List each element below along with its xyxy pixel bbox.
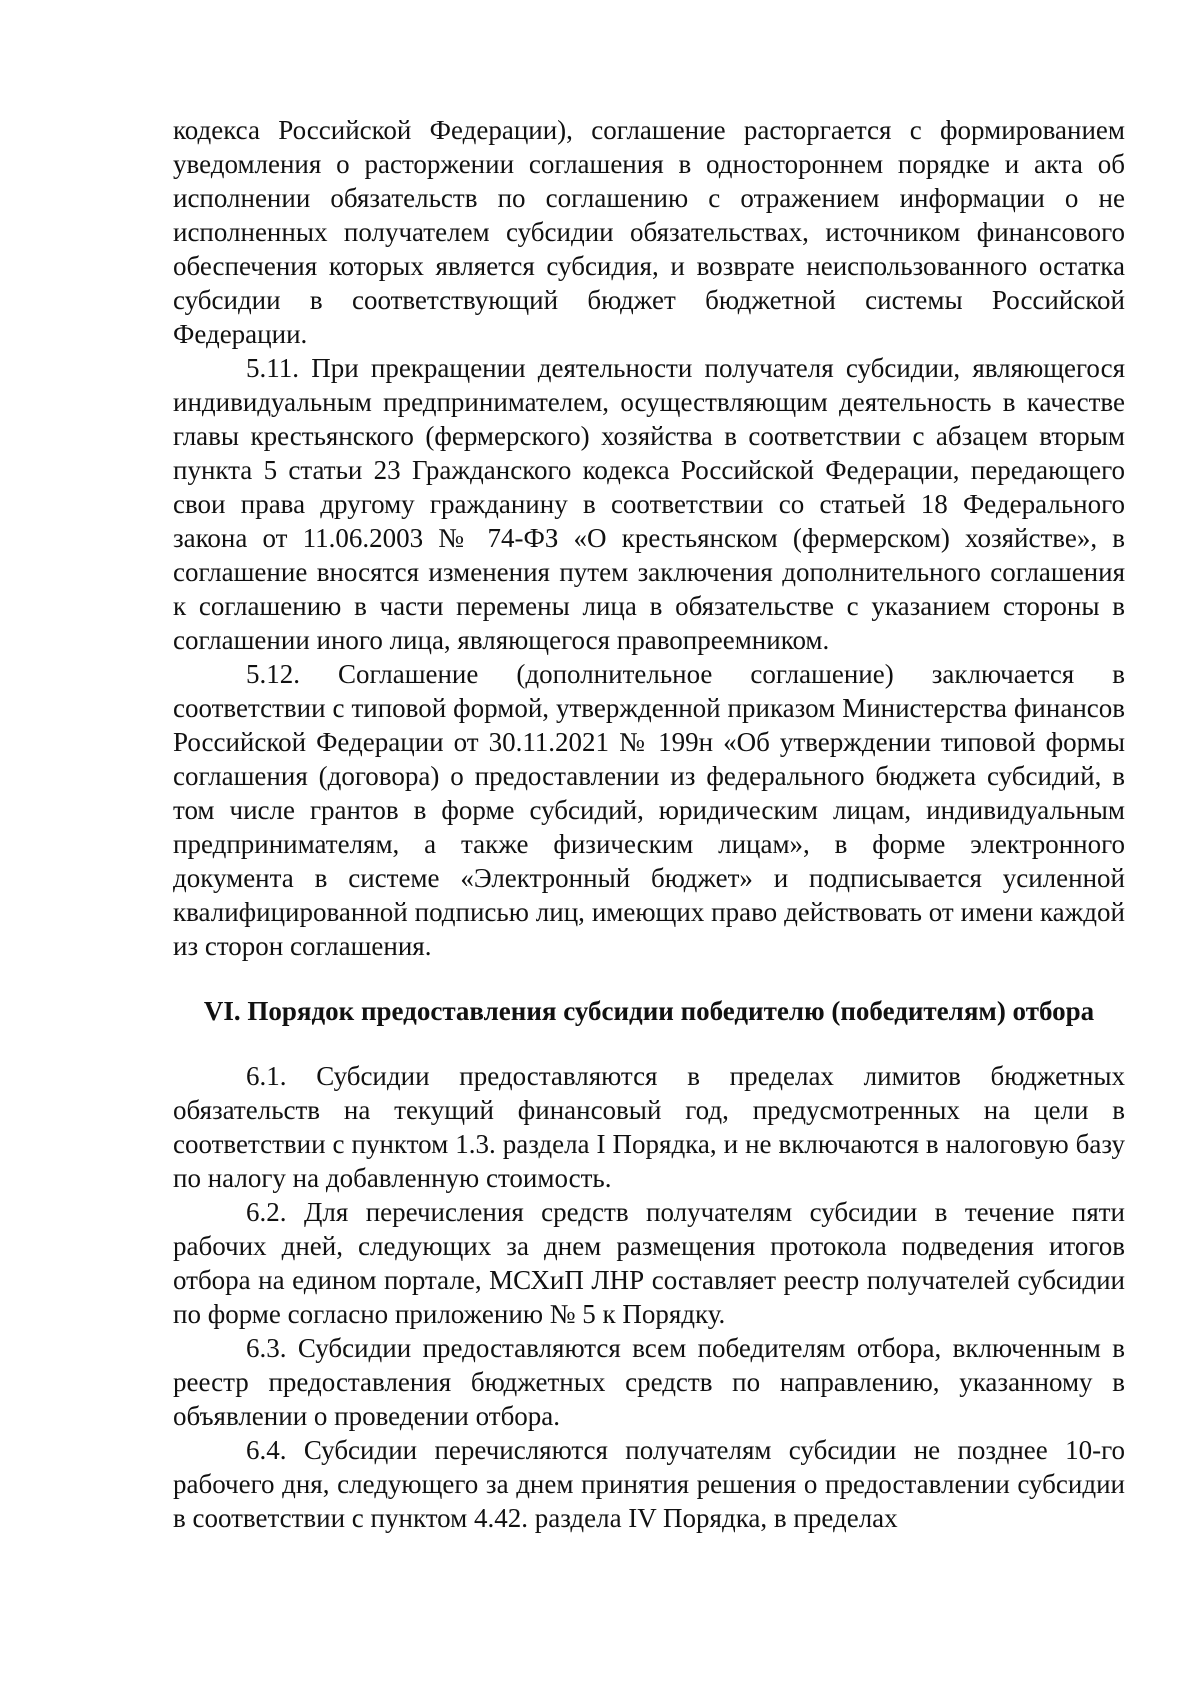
paragraph-5-11: 5.11. При прекращении деятельности получателя субсидии, являющегося индивидуальным предпринимателем, осуществляющим деятельность в качестве главы крестьянского (фермерского) хозяйства в соответствии с абзацем вторым пункта 5 статьи 23 Гражданского кодекса Российской Федерации, передающего свои права другому гражданину в соответствии со статьей 18 Федерального закона от 11.06.2003 № 74-ФЗ «О крестьянском (фермерском) хозяйстве», в соглашение вносятся изменения путем заключения дополнительного соглашения к соглашению в части перемены лица в обязательстве с указанием стороны в соглашении иного лица, являющегося правопреемником.: [173, 353, 1125, 655]
paragraph-6-3: 6.3. Субсидии предоставляются всем победителям отбора, включенным в реестр предоставления бюджетных средств по направлению, указанному в объявлении о проведении отбора.: [173, 1333, 1125, 1431]
paragraph-5-10-continuation: кодекса Российской Федерации), соглашение расторгается с формированием уведомления о расторжении соглашения в одностороннем порядке и акта об исполнении обязательств по соглашению с отражением информации о не исполненных получателем субсидии обязательствах, источником финансового обеспечения которых является субсидия, и возврате неиспользованного остатка субсидии в соответствующий бюджет бюджетной системы Российской Федерации.: [173, 115, 1125, 349]
paragraph-6-2: 6.2. Для перечисления средств получателям субсидии в течение пяти рабочих дней, следующих за днем размещения протокола подведения итогов отбора на едином портале, МСХиП ЛНР составляет реестр получателей субсидии по форме согласно приложению № 5 к Порядку.: [173, 1197, 1125, 1329]
document-body: [173, 113, 1125, 1535]
paragraph-5-12: 5.12. Соглашение (дополнительное соглашение) заключается в соответствии с типовой формой, утвержденной приказом Министерства финансов Российской Федерации от 30.11.2021 № 199н «Об утверждении типовой формы соглашения (договора) о предоставлении из федерального бюджета субсидий, в том числе грантов в форме субсидий, юридическим лицам, индивидуальным предпринимателям, а также физическим лицам», в форме электронного документа в системе «Электронный бюджет» и подписывается усиленной квалифицированной подписью лиц, имеющих право действовать от имени каждой из сторон соглашения.: [173, 659, 1125, 961]
paragraph-6-1: 6.1. Субсидии предоставляются в пределах лимитов бюджетных обязательств на текущий финансовый год, предусмотренных на цели в соответствии с пунктом 1.3. раздела I Порядка, и не включаются в налоговую базу по налогу на добавленную стоимость.: [173, 1061, 1125, 1193]
paragraph-6-4: 6.4. Субсидии перечисляются получателям субсидии не позднее 10-го рабочего дня, следующего за днем принятия решения о предоставлении субсидии в соответствии с пунктом 4.42. раздела IV Порядка, в пределах: [173, 1435, 1125, 1533]
section-heading-vi: VI. Порядок предоставления субсидии победителю (победителям) отбора: [203, 996, 1095, 1026]
